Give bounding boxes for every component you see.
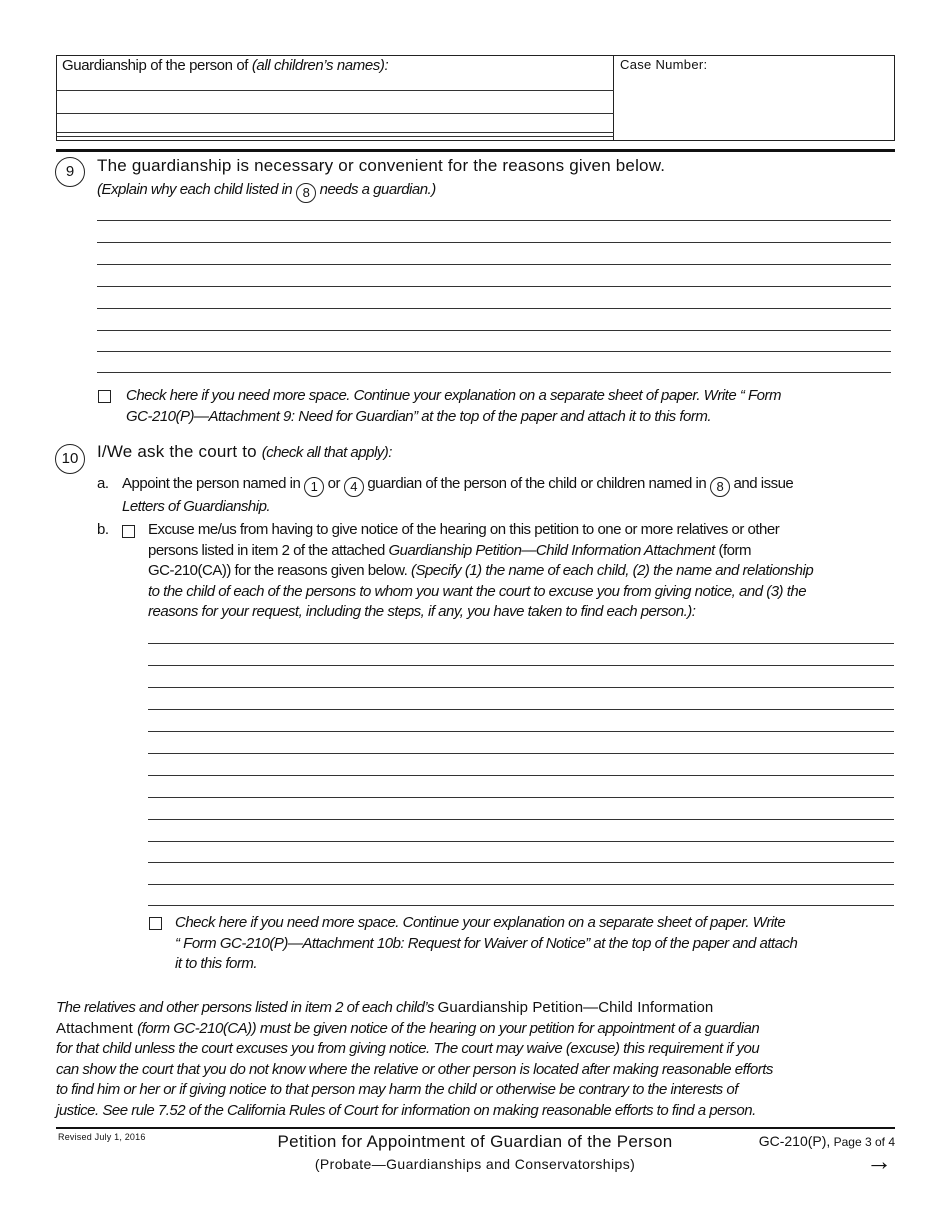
next-page-arrow-icon: → xyxy=(866,1146,892,1176)
section-divider xyxy=(56,149,895,152)
revised-date: Revised July 1, 2016 xyxy=(58,1132,146,1142)
form-page-number: GC-210(P), Page 3 of 4 xyxy=(758,1133,895,1149)
item9-heading: The guardianship is necessary or convenient for the reasons given below. xyxy=(97,156,666,175)
form-subtitle: (Probate—Guardianships and Conservatorships) xyxy=(314,1156,636,1172)
item-number-9: 9 xyxy=(55,157,85,187)
answer-line[interactable] xyxy=(148,665,894,666)
ref-circle-4: 4 xyxy=(344,477,364,497)
answer-line[interactable] xyxy=(148,709,894,710)
item10b-more-space-text: Check here if you need more space. Continue your explanation on a separate sheet of paper. Write “ Form GC-210(P)—Attachment 10b: Request for Waiver of Notice” at the top of the paper and attach it to this form. xyxy=(175,914,798,972)
answer-line[interactable] xyxy=(148,819,894,820)
answer-line[interactable] xyxy=(148,797,894,798)
name-line xyxy=(57,132,614,133)
answer-line[interactable] xyxy=(97,242,891,243)
notice-paragraph: The relatives and other persons listed in item 2 of each child’s Guardianship Petition—Child Information Attachment (form GC-210(CA)) must be given notice of the hearing on your petition for appointment of a guardian for that child unless the court excuses you from giving notice. The court may waive (excuse) this requirement if you can show the court that you do not know where the relative or other person is located after making reasonable efforts to find him or her or if giving notice to that person may harm the child or otherwise be contrary to the interests of justice. See rule 7.52 of the California Rules of Court for information on making reasonable efforts to find a person. xyxy=(56,999,773,1119)
answer-line[interactable] xyxy=(148,862,894,863)
guardianship-names-field[interactable] xyxy=(57,56,614,140)
answer-line[interactable] xyxy=(97,330,891,331)
footer-divider xyxy=(56,1127,895,1129)
answer-line[interactable] xyxy=(148,905,894,906)
answer-line[interactable] xyxy=(97,286,891,287)
ref-circle-8: 8 xyxy=(710,477,730,497)
case-number-label: Case Number: xyxy=(620,57,708,72)
answer-line[interactable] xyxy=(148,884,894,885)
answer-line[interactable] xyxy=(97,372,891,373)
item10b-text: Excuse me/us from having to give notice of the hearing on this petition to one or more relatives or other persons listed in item 2 of the attached Guardianship Petition—Child Information Attachment (form GC-210(CA)) for the reasons given below. (Specify (1) the name of each child, (2) the name and relationship to the child of each of the persons to whom you want the court to excuse you from giving notice, and (3) the reasons for your request, including the steps, if any, you have taken to find each person.): xyxy=(148,521,814,620)
form-title: Petition for Appointment of Guardian of the Person xyxy=(277,1132,673,1151)
item10a-text: Appoint the person named in 1 or 4 guardian of the person of the child or children named in 8 and issue Letters of Guardianship. xyxy=(122,475,794,515)
name-line xyxy=(57,136,614,137)
answer-line[interactable] xyxy=(97,264,891,265)
answer-line[interactable] xyxy=(148,841,894,842)
answer-line[interactable] xyxy=(148,775,894,776)
case-number-field[interactable] xyxy=(614,72,894,140)
answer-line[interactable] xyxy=(148,731,894,732)
item10a-letter: a. xyxy=(97,475,109,492)
item10-heading: I/We ask the court to (check all that apply): xyxy=(97,442,392,461)
item9-more-space-checkbox[interactable] xyxy=(98,390,111,403)
answer-line[interactable] xyxy=(97,220,891,221)
item10b-letter: b. xyxy=(97,521,109,538)
item-number-10: 10 xyxy=(55,444,85,474)
name-line xyxy=(57,90,614,91)
answer-line[interactable] xyxy=(97,351,891,352)
ref-circle-8: 8 xyxy=(296,183,316,203)
guardianship-label: Guardianship of the person of (all children’s names): xyxy=(62,57,389,74)
item10b-checkbox[interactable] xyxy=(122,525,135,538)
item9-instruction: (Explain why each child listed in 8 needs a guardian.) xyxy=(97,180,436,203)
answer-line[interactable] xyxy=(148,643,894,644)
answer-line[interactable] xyxy=(148,687,894,688)
answer-line[interactable] xyxy=(148,753,894,754)
item9-more-space-text: Check here if you need more space. Continue your explanation on a separate sheet of paper. Write “ Form GC-210(P)—Attachment 9: Need for Guardian” at the top of the paper and attach it to this form. xyxy=(126,387,781,425)
name-line xyxy=(57,113,614,114)
answer-line[interactable] xyxy=(97,308,891,309)
item10b-more-space-checkbox[interactable] xyxy=(149,917,162,930)
ref-circle-1: 1 xyxy=(304,477,324,497)
